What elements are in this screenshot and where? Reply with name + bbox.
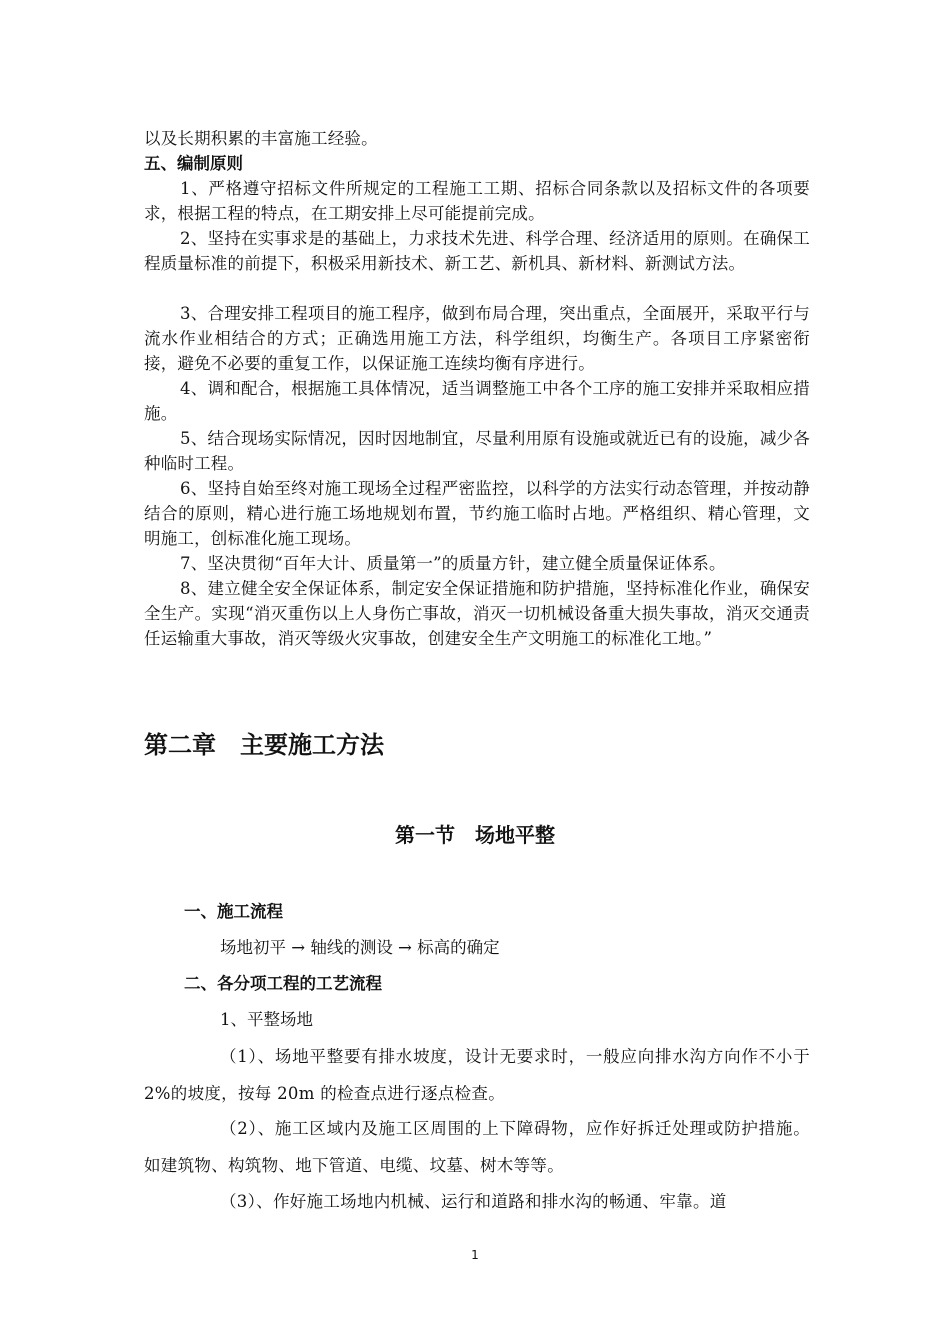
principle-item-1: 1、严格遵守招标文件所规定的工程施工工期、招标合同条款以及招标文件的各项要求，根据工程的特点，在工期安排上尽可能提前完成。 [144, 179, 810, 223]
principle-item-2: 2、坚持在实事求是的基础上，力求技术先进、科学合理、经济适用的原则。在确保工程质量标准的前提下，积极采用新技术、新工艺、新机具、新材料、新测试方法。 [144, 229, 810, 273]
principle-item-4: 4、调和配合，根据施工具体情况，适当调整施工中各个工序的施工安排并采取相应措施。 [144, 379, 810, 423]
chapter-title: 第二章 主要施工方法 [144, 731, 384, 759]
principle-item-5: 5、结合现场实际情况，因时因地制宜，尽量利用原有设施或就近已有的设施，减少各种临时工程。 [144, 429, 810, 473]
principle-item-6: 6、坚持自始至终对施工现场全过程严密监控，以科学的方法实行动态管理，并按动静结合的原则，精心进行施工场地规划布置，节约施工临时占地。严格组织、精心管理，文明施工，创标准化施工现场。 [144, 479, 810, 548]
workflow-heading: 二、各分项工程的工艺流程 [184, 974, 382, 993]
principle-item-7: 7、坚决贯彻“百年大计、质量第一”的质量方针，建立健全质量保证体系。 [180, 554, 726, 573]
principles-heading: 五、编制原则 [144, 154, 243, 173]
workflow-item-2: （2）、施工区域内及施工区周围的上下障碍物，应作好拆迁处理或防护措施。如建筑物、构筑物、地下管道、电缆、坟墓、树木等等。 [144, 1119, 810, 1175]
workflow-item-1: （1）、场地平整要有排水坡度，设计无要求时，一般应向排水沟方向作不小于 2%的坡度，按每 20m 的检查点进行逐点检查。 [144, 1047, 810, 1103]
section-title: 第一节 场地平整 [395, 823, 555, 847]
principle-item-3: 3、合理安排工程项目的施工程序，做到布局合理，突出重点，全面展开，采取平行与流水作业相结合的方式；正确选用施工方法，科学组织，均衡生产。各项目工序紧密衔接，避免不必要的重复工作，以保证施工连续均衡有序进行。 [144, 304, 810, 373]
principle-item-8: 8、建立健全安全保证体系，制定安全保证措施和防护措施，坚持标准化作业，确保安全生产。实现“消灭重伤以上人身伤亡事故，消灭一切机械设备重大损失事故，消灭交通责任运输重大事故，消灭等级火灾事故，创建安全生产文明施工的标准化工地。” [144, 579, 810, 648]
workflow-subheading: 1、平整场地 [220, 1010, 313, 1029]
page-number: 1 [471, 1248, 479, 1262]
workflow-item-3: （3）、作好施工场地内机械、运行和道路和排水沟的畅通、牢靠。道 [220, 1192, 727, 1211]
process-flow: 场地初平 → 轴线的测设 → 标高的确定 [220, 938, 500, 957]
continuation-text: 以及长期积累的丰富施工经验。 [144, 129, 378, 148]
process-heading: 一、施工流程 [184, 902, 283, 921]
